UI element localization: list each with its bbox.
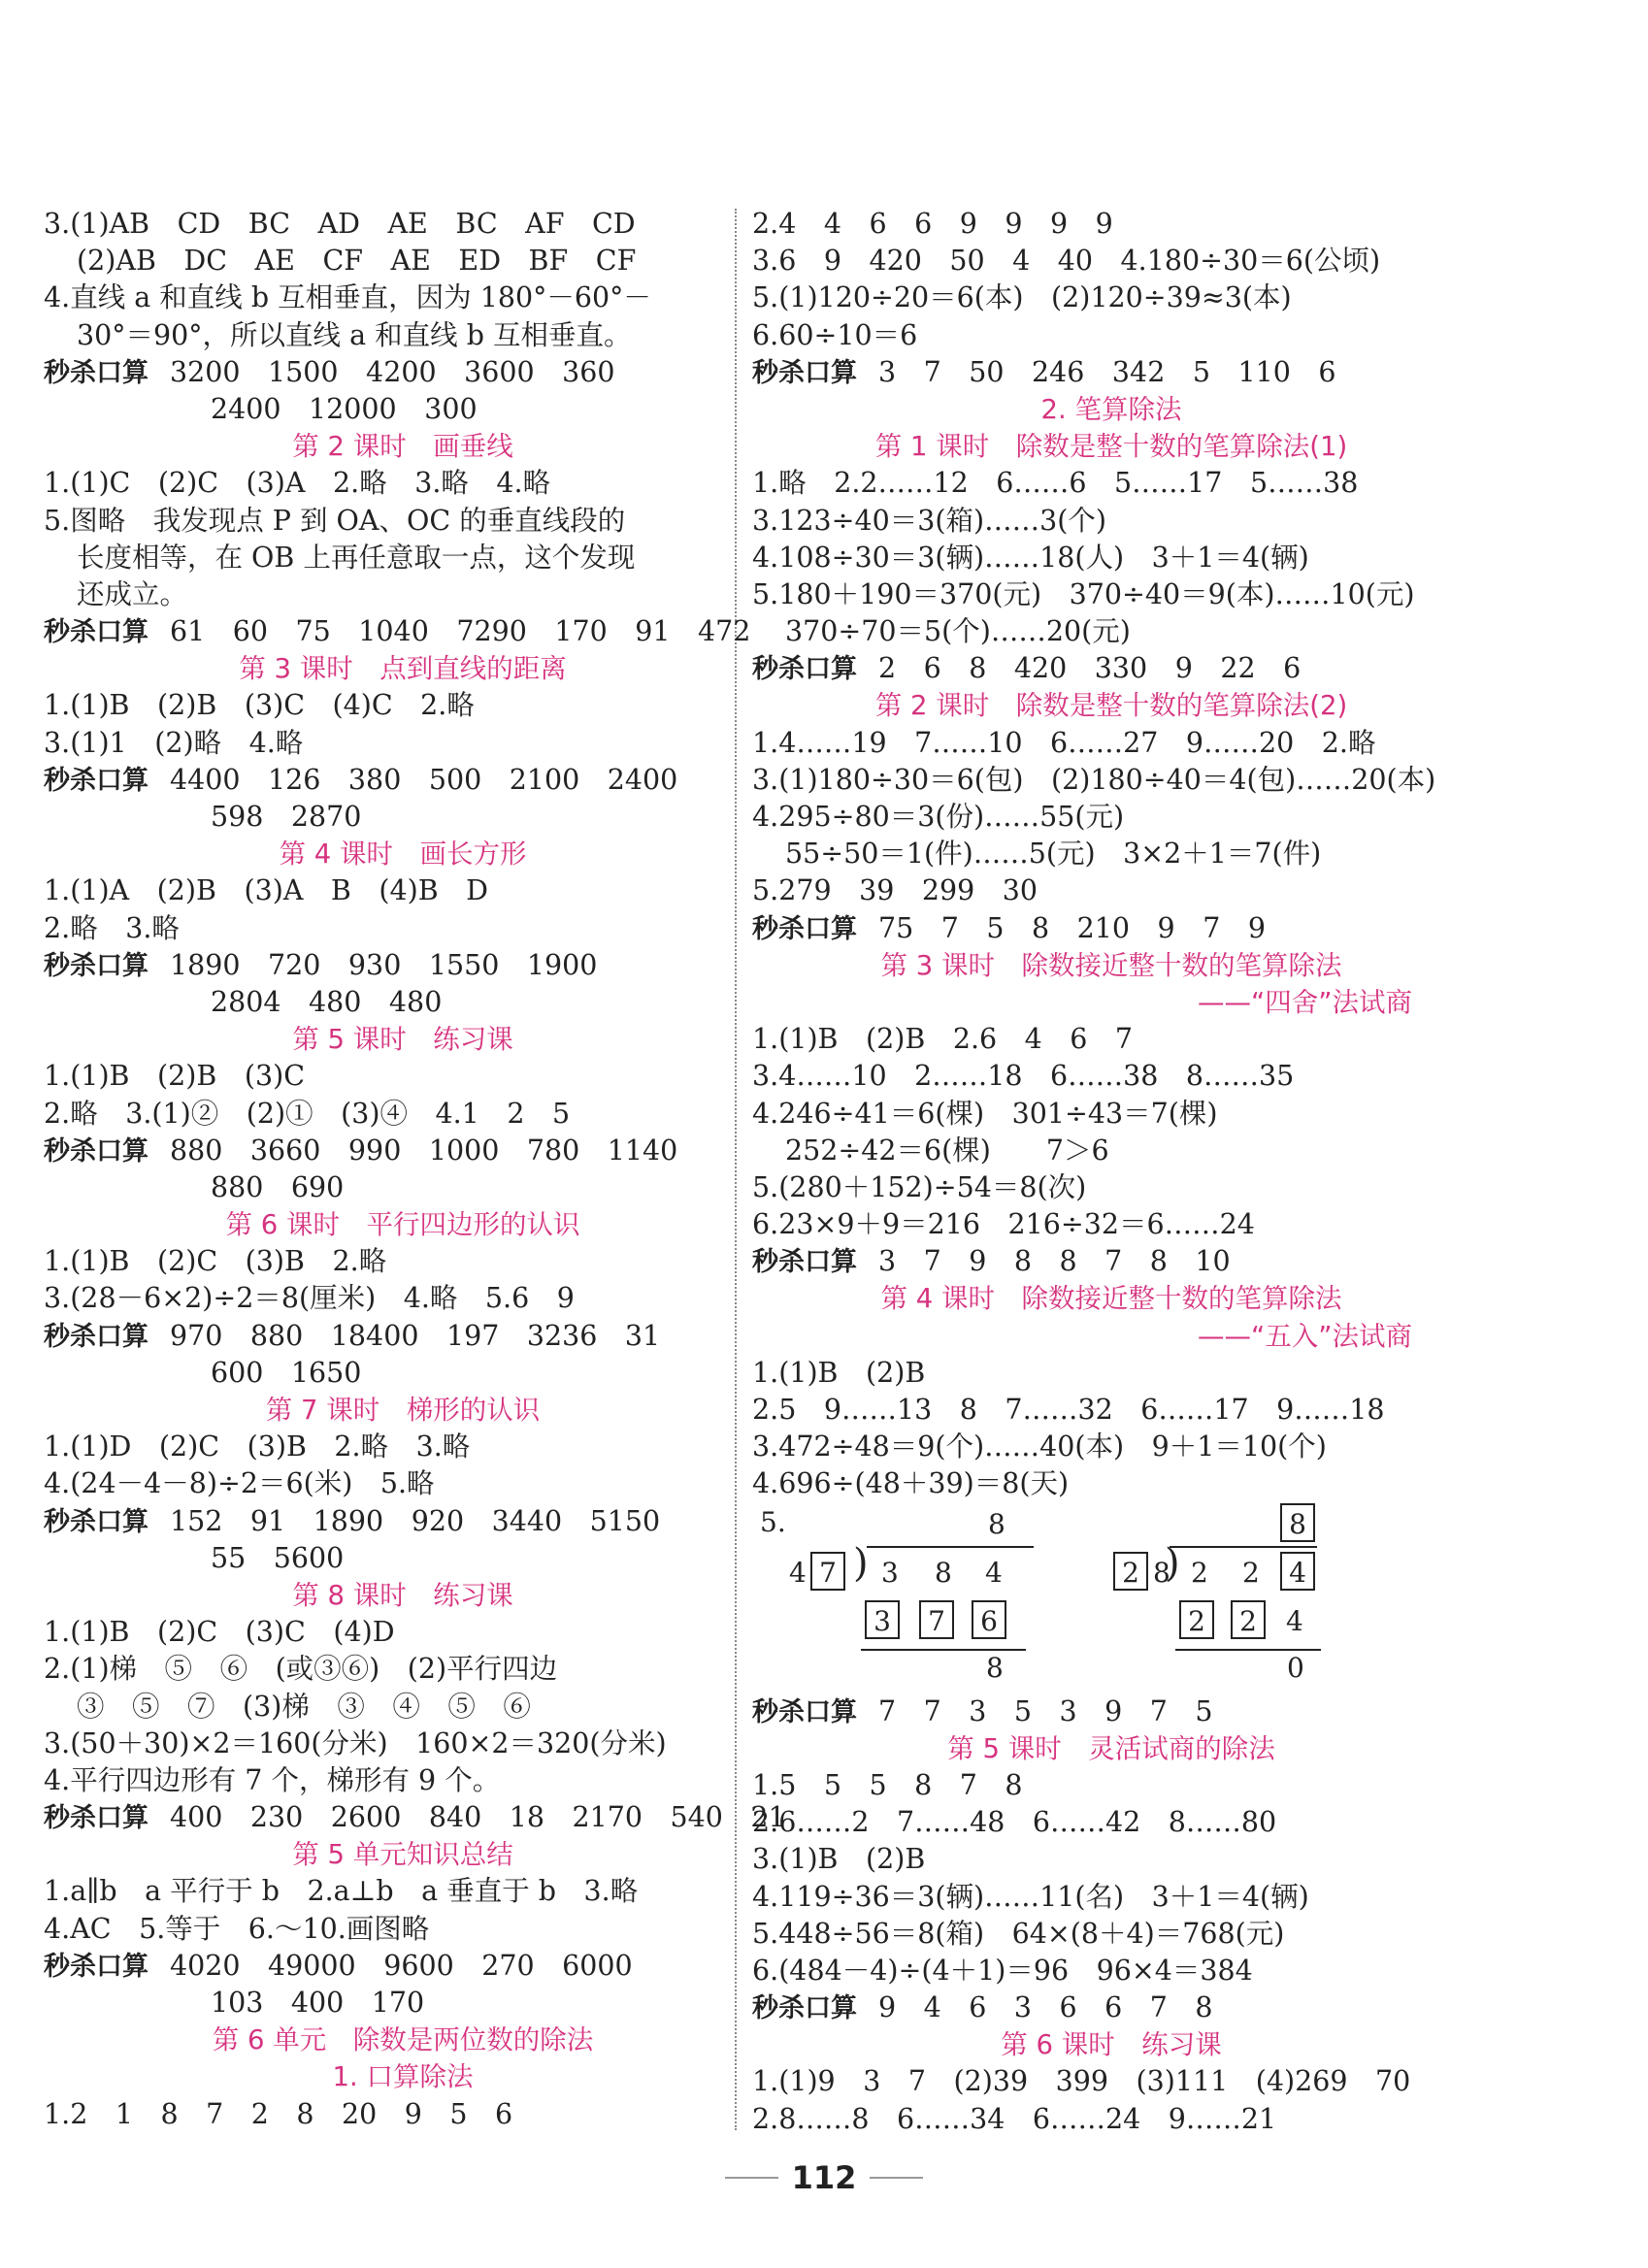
oral-calc-line xyxy=(752,910,1470,947)
answer-line: 4.295÷80＝3(份)……55(元) xyxy=(752,801,1125,833)
section-heading: ——“五入”法试商 xyxy=(1198,1320,1412,1352)
answer-line: 3.(50＋30)×2＝160(分米) 160×2＝320(分米) xyxy=(44,1726,667,1759)
oral-calc-values: 7 7 3 5 3 9 7 5 xyxy=(878,1694,1213,1727)
oral-calc-values: 9 4 6 3 6 6 7 8 xyxy=(878,1991,1213,2024)
division-b-remainder: 0 xyxy=(1287,1651,1304,1684)
answer-line: 6.23×9＋9＝216 216÷32＝6……24 xyxy=(752,1208,1255,1241)
section-heading: 第 4 课时 除数接近整十数的笔算除法 xyxy=(880,1283,1342,1315)
answer-line: 1.2 1 8 7 2 8 20 9 5 6 xyxy=(44,2097,513,2130)
left-column xyxy=(44,206,786,2133)
oral-calc-label: 秒杀口算 xyxy=(752,1993,857,2024)
footer-rule-left xyxy=(725,2177,778,2179)
oral-calc-line xyxy=(752,354,1470,391)
division-b-product-box-2: 2 xyxy=(1231,1600,1266,1639)
oral-calc-line xyxy=(752,1693,1470,1730)
section-heading: 第 7 课时 梯形的认识 xyxy=(265,1395,541,1426)
answer-line: 2.略 3.(1)② (2)① (3)④ 4.1 2 5 xyxy=(44,1097,571,1130)
oral-calc-label: 秒杀口算 xyxy=(44,950,148,981)
division-b-product-box-1: 2 xyxy=(1179,1600,1214,1639)
answer-line: 55 5600 xyxy=(211,1541,345,1574)
oral-calc-line xyxy=(44,1503,762,1540)
oral-calc-values: 61 60 75 1040 7290 170 91 472 xyxy=(170,615,751,648)
footer-rule-right xyxy=(870,2177,923,2179)
division-a-dividend-1: 3 xyxy=(881,1556,899,1589)
division-question-label: 5. xyxy=(760,1505,786,1538)
division-a-bar xyxy=(867,1546,1034,1548)
answer-line: 103 400 170 xyxy=(211,1987,425,2019)
answer-line: 4.AC 5.等于 6.～10.画图略 xyxy=(44,1912,430,1945)
answer-line: 2.(1)梯 ⑤ ⑥ (或③⑥) (2)平行四边 xyxy=(44,1653,558,1686)
section-heading: 第 4 课时 画长方形 xyxy=(279,838,527,871)
division-b-quotient-box: 8 xyxy=(1280,1503,1315,1542)
answer-line: 2400 12000 300 xyxy=(211,392,478,425)
answer-line: 2.8……8 6……34 6……24 9……21 xyxy=(752,2102,1277,2135)
division-a-dividend-2: 8 xyxy=(935,1556,952,1589)
answer-line: 长度相等，在 OB 上再任意取一点，这个发现 xyxy=(77,541,636,574)
right-column-top xyxy=(752,206,1470,1503)
oral-calc-label: 秒杀口算 xyxy=(44,357,148,388)
long-division-figures xyxy=(752,1503,1470,1693)
answer-line: 5.(1)120÷20＝6(本) (2)120÷39≈3(本) xyxy=(752,281,1292,314)
answer-line: 3.4……10 2……18 6……38 8……35 xyxy=(752,1060,1295,1093)
right-column-bottom xyxy=(752,1693,1470,2138)
oral-calc-values: 3200 1500 4200 3600 360 xyxy=(170,355,615,388)
answer-line: 2.5 9……13 8 7……32 6……17 9……18 xyxy=(752,1394,1385,1426)
answer-line: 2.4 4 6 6 9 9 9 9 xyxy=(752,208,1113,240)
section-heading: 第 2 课时 画垂线 xyxy=(292,431,513,463)
answer-line: 4.(24－4－8)÷2＝6(米) 5.略 xyxy=(44,1467,435,1500)
oral-calc-line xyxy=(44,613,762,650)
section-heading: 第 1 课时 除数是整十数的笔算除法(1) xyxy=(874,431,1348,463)
answer-line: 252÷42＝6(棵) 7＞6 xyxy=(785,1134,1109,1167)
answer-line: 3.6 9 420 50 4 40 4.180÷30＝6(公顷) xyxy=(752,245,1381,278)
section-heading: 第 3 课时 除数接近整十数的笔算除法 xyxy=(880,949,1342,981)
answer-line: 1.5 5 5 8 7 8 xyxy=(752,1768,1023,1801)
oral-calc-values: 2 6 8 420 330 9 22 6 xyxy=(878,652,1302,685)
answer-line: 3.(1)AB CD BC AD AE BC AF CD xyxy=(44,208,636,240)
oral-calc-line xyxy=(752,1243,1470,1280)
section-heading: 第 5 课时 灵活试商的除法 xyxy=(947,1732,1275,1764)
oral-calc-values: 3 7 9 8 8 7 8 10 xyxy=(878,1245,1231,1278)
division-a-bracket: ) xyxy=(853,1540,869,1586)
answer-line: ③ ⑤ ⑦ (3)梯 ③ ④ ⑤ ⑥ xyxy=(77,1690,531,1723)
answer-line: 1.(1)B (2)C (3)B 2.略 xyxy=(44,1245,387,1278)
division-a-product-1: 3 xyxy=(865,1600,900,1639)
oral-calc-label: 秒杀口算 xyxy=(44,1321,148,1352)
right-column xyxy=(752,206,1470,2138)
answer-line: 1.(1)B (2)B xyxy=(752,1356,926,1389)
oral-calc-label: 秒杀口算 xyxy=(44,1506,148,1537)
answer-line: 4.直线 a 和直线 b 互相垂直，因为 180°－60°－ xyxy=(44,281,651,314)
oral-calc-label: 秒杀口算 xyxy=(44,1803,148,1834)
oral-calc-label: 秒杀口算 xyxy=(752,913,857,944)
division-a-quotient: 8 xyxy=(988,1507,1005,1540)
oral-calc-label: 秒杀口算 xyxy=(752,357,857,388)
division-b-divisor-suffix: 8 xyxy=(1153,1556,1170,1589)
oral-calc-label: 秒杀口算 xyxy=(44,1951,148,1982)
oral-calc-line xyxy=(44,354,762,391)
oral-calc-line xyxy=(44,1799,786,1836)
answer-line: 1.(1)B (2)B (3)C (4)C 2.略 xyxy=(44,689,475,722)
answer-line: 6.60÷10＝6 xyxy=(752,318,918,351)
oral-calc-label: 秒杀口算 xyxy=(752,654,857,685)
section-heading: 第 6 单元 除数是两位数的除法 xyxy=(212,2024,594,2056)
division-b-dividend-1: 2 xyxy=(1191,1556,1208,1589)
division-b-bar xyxy=(1170,1546,1317,1548)
answer-line: 55÷50＝1(件)……5(元) 3×2＋1＝7(件) xyxy=(785,838,1322,871)
oral-calc-label: 秒杀口算 xyxy=(752,1696,857,1727)
oral-calc-values: 4020 49000 9600 270 6000 xyxy=(170,1949,633,1982)
section-heading: 第 6 课时 平行四边形的认识 xyxy=(225,1209,580,1241)
oral-calc-label: 秒杀口算 xyxy=(44,617,148,648)
oral-calc-label: 秒杀口算 xyxy=(44,1135,148,1167)
page-footer xyxy=(0,2159,1648,2196)
section-heading: 第 5 课时 练习课 xyxy=(292,1024,513,1056)
section-heading: 1. 口算除法 xyxy=(332,2061,474,2093)
answer-line: 5.(280＋152)÷54＝8(次) xyxy=(752,1170,1087,1203)
answer-line: 3.(1)B (2)B xyxy=(752,1843,926,1876)
division-b-bracket: ) xyxy=(1165,1540,1180,1586)
answer-line: 880 690 xyxy=(211,1170,345,1203)
division-a-divisor-prefix: 4 xyxy=(789,1556,807,1589)
answer-line: 4.119÷36＝3(辆)……11(名) 3＋1＝4(辆) xyxy=(752,1880,1309,1913)
answer-line: 1.(1)B (2)B 2.6 4 6 7 xyxy=(752,1023,1134,1056)
section-heading: ——“四舍”法试商 xyxy=(1198,986,1412,1018)
answer-line: 3.123÷40＝3(箱)……3(个) xyxy=(752,504,1106,537)
answer-line: 2.6……2 7……48 6……42 8……80 xyxy=(752,1806,1277,1839)
section-heading: 2. 笔算除法 xyxy=(1040,393,1182,425)
answer-line: (2)AB DC AE CF AE ED BF CF xyxy=(77,245,637,278)
division-a-divisor-box: 7 xyxy=(810,1552,845,1591)
answer-line: 3.472÷48＝9(个)……40(本) 9＋1＝10(个) xyxy=(752,1430,1327,1463)
answer-line: 1.a∥b a 平行于 b 2.a⊥b a 垂直于 b 3.略 xyxy=(44,1875,639,1908)
section-heading: 第 5 单元知识总结 xyxy=(292,1839,513,1871)
answer-line: 3.(28－6×2)÷2＝8(厘米) 4.略 5.6 9 xyxy=(44,1282,575,1315)
answer-line: 2804 480 480 xyxy=(211,985,443,1018)
oral-calc-values: 152 91 1890 920 3440 5150 xyxy=(170,1504,661,1537)
division-b-dividend-box: 4 xyxy=(1280,1552,1315,1591)
answer-line: 6.(484－4)÷(4＋1)＝96 96×4＝384 xyxy=(752,1954,1253,1987)
oral-calc-values: 400 230 2600 840 18 2170 540 21 xyxy=(170,1801,786,1834)
answer-line: 370÷70＝5(个)……20(元) xyxy=(785,615,1131,648)
section-heading: 第 3 课时 点到直线的距离 xyxy=(239,653,567,685)
oral-calc-values: 75 7 5 8 210 9 7 9 xyxy=(878,911,1266,944)
oral-calc-values: 1890 720 930 1550 1900 xyxy=(170,948,598,981)
division-b-dividend-2: 2 xyxy=(1242,1556,1260,1589)
answer-line: 3.(1)1 (2)略 4.略 xyxy=(44,726,304,759)
answer-line: 4.696÷(48＋39)＝8(天) xyxy=(752,1467,1070,1500)
answer-line: 1.(1)C (2)C (3)A 2.略 3.略 4.略 xyxy=(44,467,551,500)
answer-line: 1.略 2.2……12 6……6 5……17 5……38 xyxy=(752,467,1359,500)
oral-calc-label: 秒杀口算 xyxy=(44,765,148,796)
division-a-subtract-line xyxy=(861,1649,1026,1651)
answer-line: 还成立。 xyxy=(77,577,188,610)
answer-line: 5.180＋190＝370(元) 370÷40＝9(本)……10(元) xyxy=(752,577,1415,610)
page-number: 112 xyxy=(791,2159,857,2196)
division-a-product-2: 7 xyxy=(919,1600,954,1639)
answer-line: 1.(1)9 3 7 (2)39 399 (3)111 (4)269 70 xyxy=(752,2065,1411,2098)
oral-calc-line xyxy=(44,947,762,984)
answer-line: 5.图略 我发现点 P 到 OA、OC 的垂直线段的 xyxy=(44,504,626,537)
oral-calc-values: 880 3660 990 1000 780 1140 xyxy=(170,1134,678,1167)
answer-line: 4.平行四边形有 7 个，梯形有 9 个。 xyxy=(44,1763,501,1796)
section-heading: 第 2 课时 除数是整十数的笔算除法(2) xyxy=(874,690,1348,722)
division-a-dividend-3: 4 xyxy=(985,1556,1003,1589)
oral-calc-line xyxy=(752,650,1470,687)
answer-line: 1.(1)A (2)B (3)A B (4)B D xyxy=(44,874,489,907)
answer-line: 1.(1)B (2)B (3)C xyxy=(44,1060,305,1093)
oral-calc-line xyxy=(44,1318,762,1355)
answer-line: 1.(1)D (2)C (3)B 2.略 3.略 xyxy=(44,1430,471,1463)
oral-calc-line xyxy=(752,1989,1470,2026)
section-heading: 第 8 课时 练习课 xyxy=(292,1579,513,1611)
answer-line: 2.略 3.略 xyxy=(44,911,180,944)
answer-line: 5.279 39 299 30 xyxy=(752,874,1038,907)
oral-calc-values: 970 880 18400 197 3236 31 xyxy=(170,1319,661,1352)
answer-line: 3.(1)180÷30＝6(包) (2)180÷40＝4(包)……20(本) xyxy=(752,763,1436,796)
answer-line: 598 2870 xyxy=(211,801,362,833)
division-b-divisor-box: 2 xyxy=(1113,1552,1148,1591)
answer-line: 30°＝90°，所以直线 a 和直线 b 互相垂直。 xyxy=(77,318,632,351)
division-a-remainder: 8 xyxy=(986,1651,1004,1684)
division-b-product-last: 4 xyxy=(1286,1604,1303,1637)
answer-line: 5.448÷56＝8(箱) 64×(8＋4)＝768(元) xyxy=(752,1917,1285,1950)
division-b-subtract-line xyxy=(1175,1649,1321,1651)
answer-line: 4.108÷30＝3(辆)……18(人) 3＋1＝4(辆) xyxy=(752,541,1309,574)
section-heading: 第 6 课时 练习课 xyxy=(1001,2029,1222,2061)
division-a-product-3: 6 xyxy=(972,1600,1006,1639)
oral-calc-values: 4400 126 380 500 2100 2400 xyxy=(170,763,678,796)
oral-calc-values: 3 7 50 246 342 5 110 6 xyxy=(878,355,1336,388)
oral-calc-line xyxy=(44,1948,762,1985)
answer-line: 1.(1)B (2)C (3)C (4)D xyxy=(44,1616,395,1649)
answer-line: 1.4……19 7……10 6……27 9……20 2.略 xyxy=(752,726,1376,759)
oral-calc-line xyxy=(44,1133,762,1169)
oral-calc-line xyxy=(44,762,762,799)
oral-calc-label: 秒杀口算 xyxy=(752,1247,857,1278)
answer-line: 600 1650 xyxy=(211,1356,362,1389)
answer-line: 4.246÷41＝6(棵) 301÷43＝7(棵) xyxy=(752,1097,1218,1130)
